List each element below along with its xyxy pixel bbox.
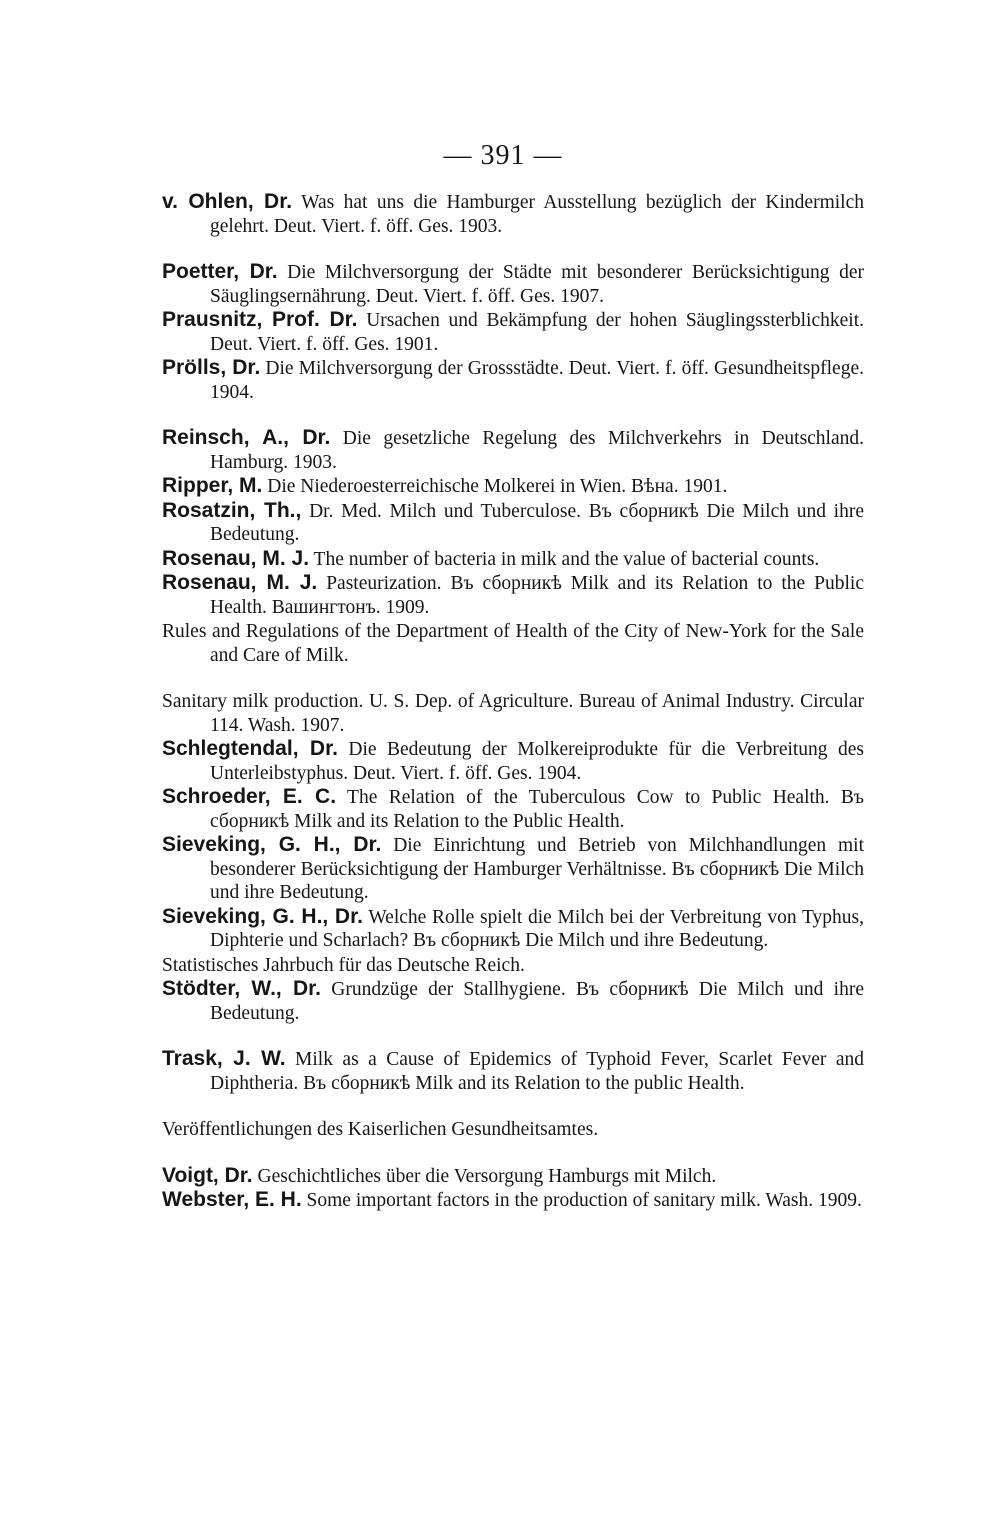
bibliography-entry [162,571,864,619]
bibliography-entry [162,689,864,737]
bibliography-entry [162,785,864,833]
bibliography-entry [162,905,864,953]
entry-text: The number of bacteria in milk and the value of bacterial counts. [309,548,820,570]
bibliography-entry [162,260,864,308]
entry-text: Veröffentlichungen des Kaiserlichen Gesundheitsamtes. [162,1119,599,1140]
entry-author: Trask, J. W. [162,1047,286,1070]
entry-author: Webster, E. H. [162,1188,302,1211]
bibliography-entry [162,499,864,547]
entry-text: Ursachen und Bekämpfung der hohen Säuglingssterblichkeit. Deut. Viert. f. öff. Ges. 1901. [210,310,864,355]
bibliography-entry [162,737,864,785]
entry-text: Was hat uns die Hamburger Ausstellung bezüglich der Kindermilch gelehrt. Deut. Viert. f. öff. Ges. 1903. [210,192,864,237]
bibliography-entry [162,1117,864,1142]
entry-text: Rules and Regulations of the Department of Health of the City of New-York for the Sale and Care of Milk. [162,621,864,666]
bibliography-entry [162,190,864,238]
entry-author: Reinsch, A., Dr. [162,426,331,449]
entry-text: Welche Rolle spielt die Milch bei der Verbreitung von Typhus, Diphterie und Scharlach? Въ сборникѣ Die Milch und ihre Bedeutung. [210,906,865,951]
entry-author: Rosatzin, Th., [162,498,302,522]
entry-text: Sanitary milk production. U. S. Dep. of Agriculture. Bureau of Animal Industry. Circular 114. Wash. 1907. [162,691,864,736]
bibliography-entry [162,1188,864,1213]
entry-author: v. Ohlen, Dr. [162,190,293,213]
entry-text: Die Niederoesterreichische Molkerei in Wien. Вѣна. 1901. [262,476,728,497]
entry-author: Prölls, Dr. [162,356,261,379]
page-number: — 391 — [443,140,563,171]
bibliography-entry [162,356,864,404]
entry-text: Die Milchversorgung der Städte mit besonderer Berücksichtigung der Säuglingsernährung. Deut. Viert. f. öff. Ges. 1907. [210,262,864,307]
bibliography-entry [162,1047,864,1095]
entry-author: Prausnitz, Prof. Dr. [162,308,358,331]
bibliography-entry [162,977,864,1025]
bibliography-entry [162,308,864,356]
bibliography-entry [162,953,864,978]
entry-author: Voigt, Dr. [162,1163,253,1187]
bibliography-entry [162,547,864,572]
entry-text: Geschichtliches über die Versorgung Hamburgs mit Milch. [252,1165,717,1187]
entry-text: Dr. Med. Milch und Tuberculose. Въ сборникѣ Die Milch und ihre Bedeutung. [210,500,864,545]
entry-text: Milk as a Cause of Epidemics of Typhoid Fever, Scarlet Fever and Diphtheria. Въ сборникѣ Milk and its Relation to the public Health. [210,1049,864,1094]
entry-author: Ripper, M. [162,474,263,497]
entry-text: Statistisches Jahrbuch für das Deutsche Reich. [162,954,525,976]
entry-author: Sieveking, G. H., Dr. [162,904,363,928]
bibliography-entry [162,833,864,905]
entry-author: Stödter, W., Dr. [162,977,321,1000]
entry-author: Poetter, Dr. [162,260,278,283]
bibliography-entry [162,619,864,667]
entry-author: Schlegtendal, Dr. [162,737,338,760]
entry-text: Die Einrichtung und Betrieb von Milchhandlungen mit besonderer Berücksichtigung der Hamburger Verhältnisse. Въ сборникѣ Die Milch und ihre Bedeutung. [210,835,864,903]
entry-text: Pasteurization. Въ сборникѣ Milk and its Relation to the Public Health. Вашингтонъ. 1909. [210,573,864,618]
entry-text: The Relation of the Tuberculous Cow to Public Health. Въ сборникѣ Milk and its Relation to the Public Health. [210,787,864,832]
entry-author: Rosenau, M. J. [162,571,318,594]
bibliography-entry [162,426,864,474]
entry-text: Grundzüge der Stallhygiene. Въ сборникѣ Die Milch und ihre Bedeutung. [210,979,864,1024]
entry-author: Schroeder, E. C. [162,785,337,808]
bibliography-list [162,190,864,1213]
bibliography-entry [162,474,864,499]
entry-text: Die gesetzliche Regelung des Milchverkehrs in Deutschland. Hamburg. 1903. [210,428,865,473]
entry-author: Rosenau, M. J. [162,546,310,570]
bibliography-entry [162,1164,864,1189]
entry-text: Die Milchversorgung der Grossstädte. Deut. Viert. f. öff. Gesundheitspflege. 1904. [210,358,864,403]
entry-author: Sieveking, G. H., Dr. [162,833,382,856]
entry-text: Some important factors in the production of sanitary milk. Wash. 1909. [301,1190,862,1211]
entry-text: Die Bedeutung der Molkereiprodukte für die Verbreitung des Unterleibstyphus. Deut. Viert. f. öff. Ges. 1904. [210,739,864,784]
